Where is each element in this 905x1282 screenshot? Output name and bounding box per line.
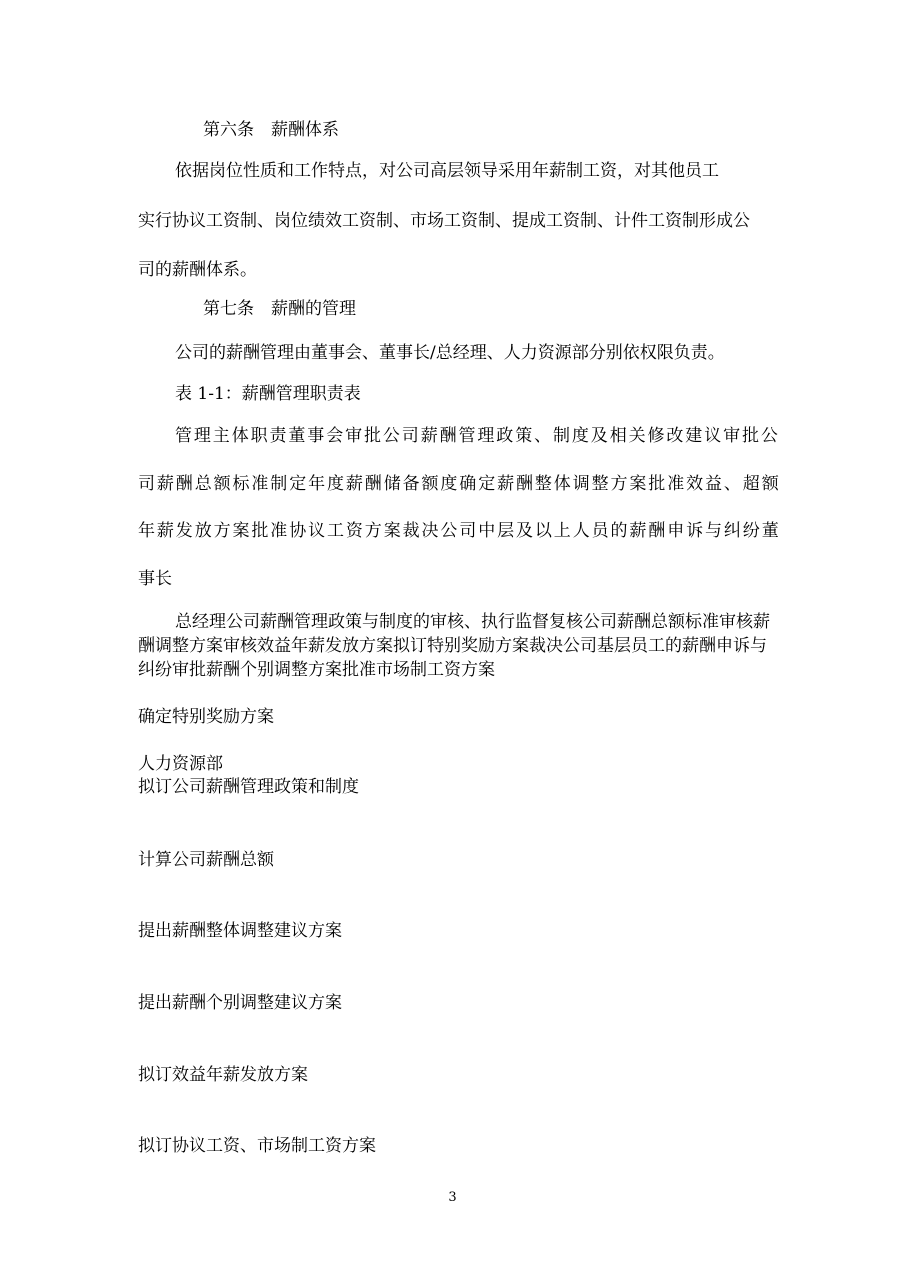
item-draft-policy: 拟订公司薪酬管理政策和制度 bbox=[138, 777, 359, 797]
page-number: 3 bbox=[448, 1190, 457, 1205]
article6-heading: 第六条 薪酬体系 bbox=[203, 120, 339, 140]
table-text-line3: 年薪发放方案批准协议工资方案裁决公司中层及以上人员的薪酬申诉与纠纷董 bbox=[138, 521, 781, 541]
item-benefit-salary: 拟订效益年薪发放方案 bbox=[138, 1065, 308, 1085]
item-agreement-market: 拟订协议工资、市场制工资方案 bbox=[138, 1136, 376, 1156]
item-overall-adjust: 提出薪酬整体调整建议方案 bbox=[138, 921, 342, 941]
article7-heading: 第七条 薪酬的管理 bbox=[203, 299, 356, 319]
item-individual-adjust: 提出薪酬个别调整建议方案 bbox=[138, 993, 342, 1013]
item-confirm-bonus: 确定特别奖励方案 bbox=[138, 707, 274, 727]
article6-paragraph-line3: 司的薪酬体系。 bbox=[138, 260, 257, 280]
article7-paragraph: 公司的薪酬管理由董事会、董事长/总经理、人力资源部分别依权限负责。 bbox=[175, 343, 725, 363]
table-text-line1: 管理主体职责董事会审批公司薪酬管理政策、制度及相关修改建议审批公 bbox=[175, 426, 780, 446]
article6-paragraph-line2: 实行协议工资制、岗位绩效工资制、市场工资制、提成工资制、计件工资制形成公 bbox=[138, 211, 750, 231]
table-caption: 表 1-1：薪酬管理职责表 bbox=[175, 384, 361, 404]
table-text-line4: 事长 bbox=[138, 569, 172, 589]
table-text-line2: 司薪酬总额标准制定年度薪酬储备额度确定薪酬整体调整方案批准效益、超额 bbox=[138, 474, 781, 494]
article6-paragraph-line1: 依据岗位性质和工作特点，对公司高层领导采用年薪制工资，对其他员工 bbox=[175, 161, 719, 181]
item-calc-total: 计算公司薪酬总额 bbox=[138, 850, 274, 870]
item-hr-department: 人力资源部 bbox=[138, 754, 223, 774]
general-manager-block: 总经理公司薪酬管理政策与制度的审核、执行监督复核公司薪酬总额标准审核薪酬调整方案审核效益年薪发放方案拟订特别奖励方案裁决公司基层员工的薪酬申诉与纠纷审批薪酬个别调整方案批准市场制工资方案 bbox=[138, 612, 770, 680]
